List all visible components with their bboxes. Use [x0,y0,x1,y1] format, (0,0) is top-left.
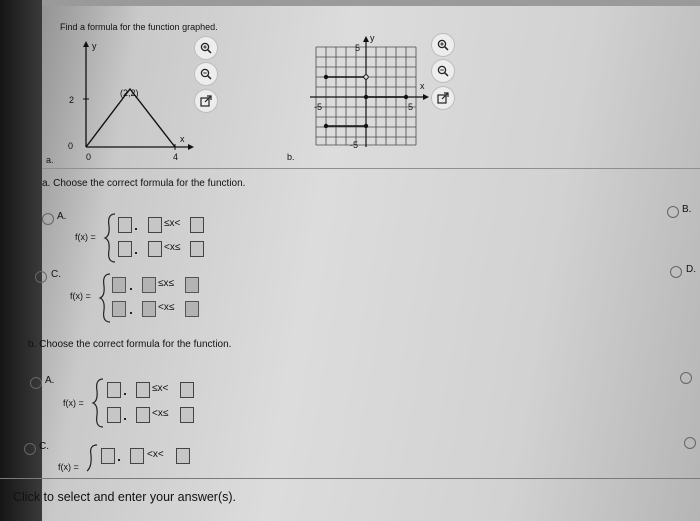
part-a-option-c-brace [98,272,112,324]
part-a-option-d-radio[interactable] [670,266,682,278]
footer-instruction: Click to select and enter your answer(s). [13,490,237,504]
zoom-in-icon [200,42,212,54]
part-a-option-c-row2-expr-input[interactable] [112,301,126,317]
part-b-option-a-row2-relation: <x≤ [152,408,169,419]
graph-a-y-label: y [92,41,97,51]
part-b-option-a-radio[interactable] [30,377,42,389]
part-a-option-c-row1-lower-input[interactable] [142,277,156,293]
graph-a-part-label: a. [46,155,54,165]
part-b-option-c-fx: f(x) = [58,462,79,472]
part-a-option-a-row2-relation: <x≤ [164,242,181,253]
part-b-option-a-row1-lower-input[interactable] [136,382,150,398]
zoom-in-icon [437,39,449,51]
part-a-option-a-radio[interactable] [42,213,54,225]
part-a-option-c-row2-comma [130,312,132,314]
popout-icon [437,92,449,104]
graph-b-zoom-out-button[interactable] [432,60,454,82]
popout-icon [200,95,212,107]
part-b-option-a-row2-lower-input[interactable] [136,407,150,423]
part-a-option-c-letter: C. [51,269,61,280]
graph-a-zoom-in-button[interactable] [195,37,217,59]
graph-a-origin-label: 0 [68,141,74,151]
footer-divider [0,478,700,479]
part-b-option-a-fx: f(x) = [63,398,84,408]
part-a-option-a-letter: A. [57,211,67,222]
part-a-option-a-fx: f(x) = [75,232,96,242]
part-b-option-c-row1-lower-input[interactable] [130,448,144,464]
graph-a-zoom-out-button[interactable] [195,63,217,85]
section-divider [42,168,700,169]
graph-a-popout-button[interactable] [195,90,217,112]
part-b-option-c-radio[interactable] [24,443,36,455]
part-a-option-a-brace [103,212,117,264]
part-a-option-a-row1-comma [135,228,137,230]
part-a-option-a-row2-comma [135,252,137,254]
part-a-heading: a. Choose the correct formula for the function. [42,178,246,189]
graph-b-y-bottom: -5 [350,140,359,150]
part-b-option-a-row2-comma [124,418,126,420]
part-b-option-a-row1-relation: ≤x< [152,383,169,394]
part-b-option-a-row1-comma [124,393,126,395]
part-a-option-c-fx: f(x) = [70,291,91,301]
part-b-option-a-row1-expr-input[interactable] [107,382,121,398]
part-a-option-c-row1-relation: ≤x≤ [158,278,174,289]
part-a-option-a-row1-upper-input[interactable] [190,217,204,233]
part-b-option-c-row1-relation: <x< [147,449,164,460]
part-a-option-c-row2-upper-input[interactable] [185,301,199,317]
part-a-option-a-row2-lower-input[interactable] [148,241,162,257]
part-a-option-a-row2-expr-input[interactable] [118,241,132,257]
part-b-option-c-brace [85,443,99,473]
part-a-option-c-radio[interactable] [35,271,47,283]
graph-a-x-label: x [180,134,185,144]
graph-b [302,33,432,153]
part-b-option-a-letter: A. [45,375,55,386]
graph-b-part-label: b. [287,152,295,162]
left-dark-panel [0,0,42,521]
part-a-option-c-row2-lower-input[interactable] [142,301,156,317]
zoom-out-icon [437,65,449,77]
part-b-option-c-row1-expr-input[interactable] [101,448,115,464]
graph-b-x-right: 5 [408,102,414,112]
part-a-option-b-radio[interactable] [667,206,679,218]
part-a-option-c-row1-expr-input[interactable] [112,277,126,293]
graph-a-y-tick: 2 [69,95,75,105]
part-a-option-a-row2-upper-input[interactable] [190,241,204,257]
graph-b-zoom-in-button[interactable] [432,34,454,56]
part-b-option-c-row1-upper-input[interactable] [176,448,190,464]
top-bar [42,0,700,6]
part-b-option-d-radio[interactable] [684,437,696,449]
question-prompt: Find a formula for the function graphed. [60,22,218,32]
part-b-option-c-letter: C. [39,441,49,452]
graph-b-x-label: x [420,81,425,91]
part-a-option-a-row1-lower-input[interactable] [148,217,162,233]
part-a-option-c-row1-comma [130,288,132,290]
part-a-option-b-letter: B. [682,204,692,215]
graph-a-point-label: (2,2) [120,88,139,98]
part-b-option-a-row1-upper-input[interactable] [180,382,194,398]
part-b-option-a-row2-upper-input[interactable] [180,407,194,423]
zoom-out-icon [200,68,212,80]
graph-b-popout-button[interactable] [432,87,454,109]
graph-b-y-label: y [370,33,375,43]
part-b-option-a-brace [91,377,105,429]
part-a-option-c-row2-relation: <x≤ [158,302,175,313]
part-b-option-b-radio[interactable] [680,372,692,384]
part-a-option-a-row1-relation: ≤x< [164,218,181,229]
part-b-heading: b. Choose the correct formula for the function. [28,339,232,350]
part-b-option-a-row2-expr-input[interactable] [107,407,121,423]
graph-b-x-left: -5 [314,102,323,112]
graph-a-x-tick-0: 0 [86,152,92,162]
graph-a-x-tick-4: 4 [173,152,179,162]
graph-a [58,35,198,170]
part-b-option-c-row1-comma [118,459,120,461]
part-a-option-a-row1-expr-input[interactable] [118,217,132,233]
graph-b-y-top: 5 [355,43,361,53]
part-a-option-d-letter: D. [686,264,696,275]
part-a-option-c-row1-upper-input[interactable] [185,277,199,293]
